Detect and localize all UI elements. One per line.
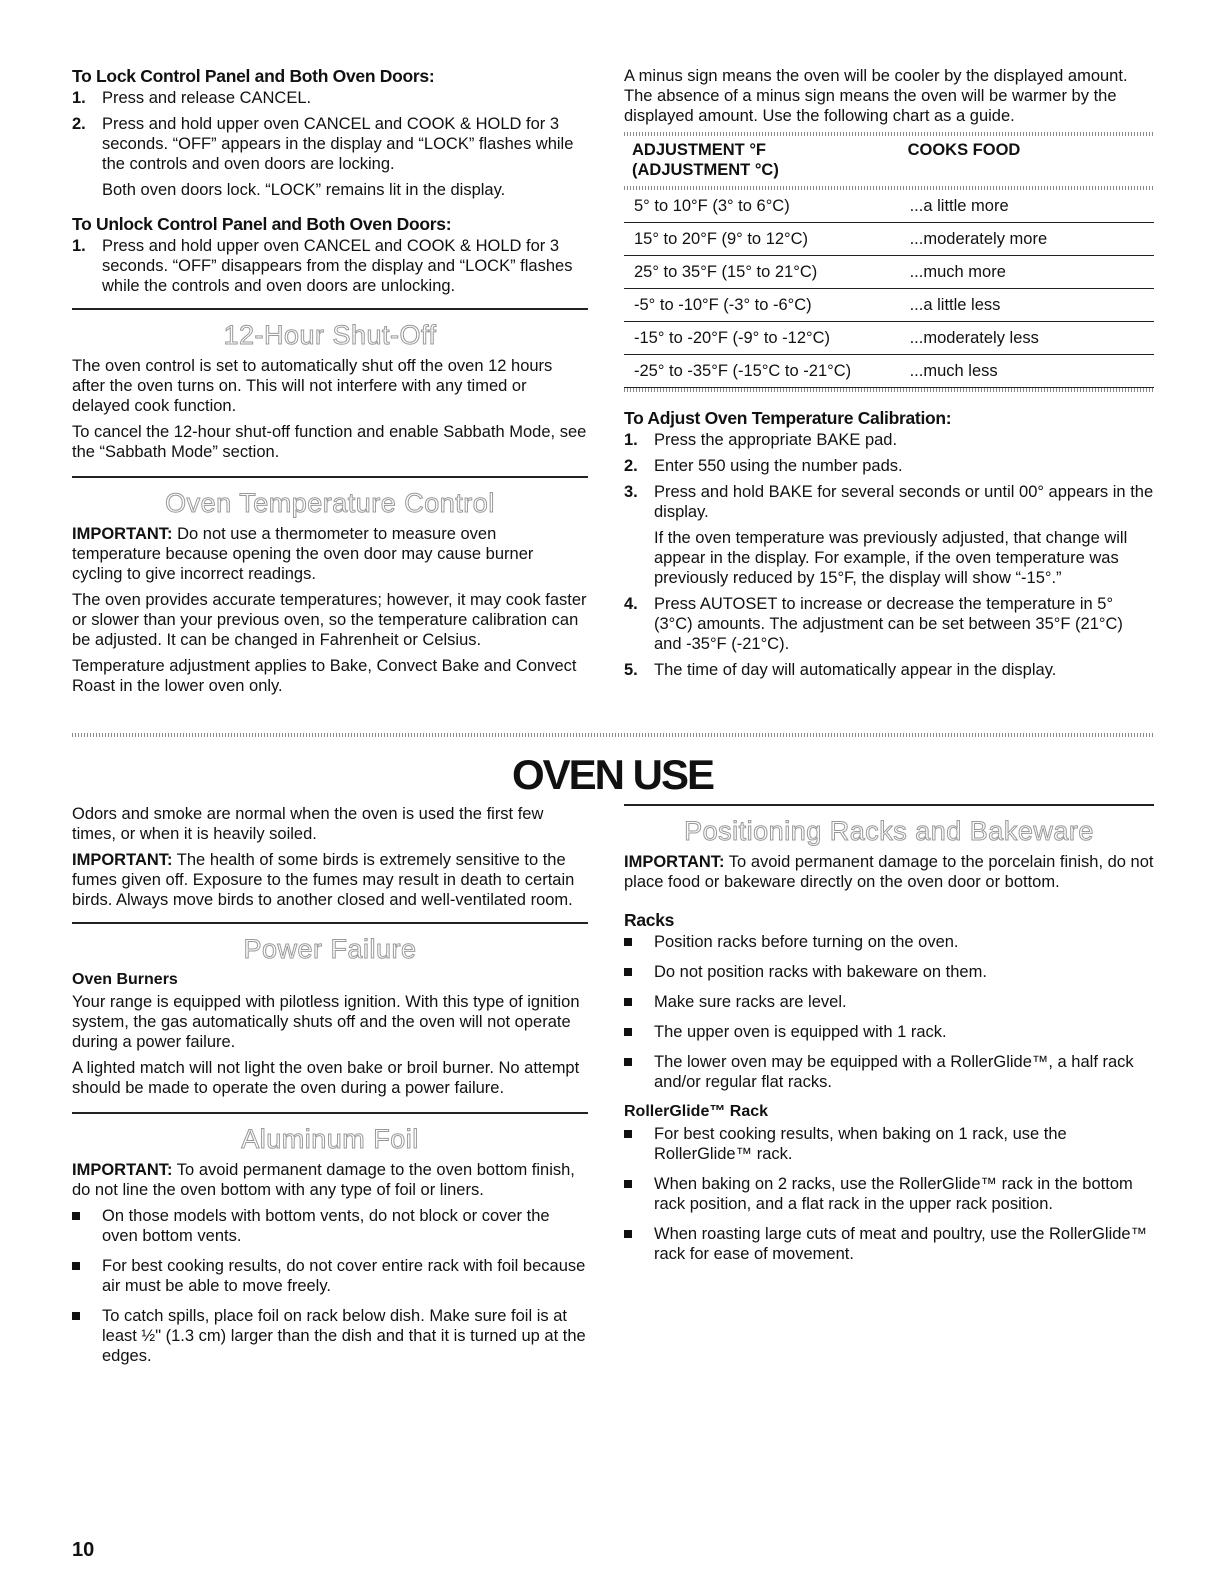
rollerglide-heading: RollerGlide™ Rack: [624, 1103, 769, 1120]
temp-control-title: Oven Temperature Control: [165, 488, 495, 518]
racks-heading: Racks: [624, 910, 675, 930]
list-item: 5. The time of day will automatically appear in the display.: [624, 661, 1057, 679]
temp-control-important: IMPORTANT: Do not use a thermometer to measure oven temperature because opening the oven door may cause burner cycling to give incorrect readings.: [72, 525, 534, 583]
section-divider: [72, 476, 588, 478]
foil-bullets: [72, 1206, 588, 1366]
table-header-row: [624, 136, 1154, 186]
bottom-left-column: [72, 804, 588, 1376]
list-item: The upper oven is equipped with 1 rack.: [624, 1022, 1154, 1042]
section-divider: [72, 1112, 588, 1114]
shutoff-paragraph: The oven control is set to automatically shut off the oven 12 hours after the oven turns on. This will not interfere with any timed or delayed cook function.: [72, 357, 553, 415]
power-failure-paragraph: Your range is equipped with pilotless ignition. With this type of ignition system, the gas automatically shuts off and the oven will not operate during a power failure.: [72, 993, 580, 1051]
temp-control-paragraph: The oven provides accurate temperatures; however, it may cook faster or slower than your previous oven, so the temperature calibration can be adjusted. It can be changed in Fahrenheit or Celsius.: [72, 591, 587, 649]
list-item: The lower oven may be equipped with a RollerGlide™, a half rack and/or regular flat racks.: [624, 1052, 1154, 1092]
unlock-heading: To Unlock Control Panel and Both Oven Doors:: [72, 214, 452, 234]
bullet-square-icon: [72, 1212, 80, 1220]
top-right-column: [624, 66, 1154, 690]
list-item: When roasting large cuts of meat and poultry, use the RollerGlide™ rack for ease of movement.: [624, 1224, 1154, 1264]
foil-important: IMPORTANT: To avoid permanent damage to the oven bottom finish, do not line the oven bottom with any type of foil or liners.: [72, 1161, 575, 1199]
oven-use-paragraph: Odors and smoke are normal when the oven is used the first few times, or when it is heavily soiled.: [72, 805, 544, 843]
list-item: 1. Press the appropriate BAKE pad.: [624, 431, 898, 449]
power-failure-title: Power Failure: [243, 934, 417, 964]
section-divider: [72, 922, 588, 924]
bullet-square-icon: [624, 1130, 632, 1138]
table-row: -25° to -35°F (-15°C to -21°C) ...much less: [624, 355, 1154, 388]
table-row: 5° to 10°F (3° to 6°C) ...a little more: [624, 190, 1154, 223]
bullet-square-icon: [72, 1262, 80, 1270]
list-item: 1. Press and release CANCEL.: [72, 89, 312, 107]
list-item: 2. Enter 550 using the number pads.: [624, 457, 903, 475]
section-divider: [624, 804, 1154, 806]
table-row: -5° to -10°F (-3° to -6°C) ...a little less: [624, 289, 1154, 322]
list-item: 1. Press and hold upper oven CANCEL and COOK & HOLD for 3 seconds. “OFF” disappears from the display and “LOCK” flashes while the controls and oven doors are unlocking.: [72, 237, 573, 295]
bullet-square-icon: [72, 1312, 80, 1320]
table-row: -15° to -20°F (-9° to -12°C) ...moderately less: [624, 322, 1154, 355]
racks-bullets: [624, 932, 1154, 1092]
list-item: When baking on 2 racks, use the RollerGlide™ rack in the bottom rack position, and a flat rack in the upper rack position.: [624, 1174, 1154, 1214]
lock-steps: [72, 88, 588, 200]
list-item: 2. Press and hold upper oven CANCEL and COOK & HOLD for 3 seconds. “OFF” appears in the display and “LOCK” flashes while the controls and oven doors are locking. Both oven doors lock. “LOCK” remains lit in the display.: [72, 115, 574, 199]
list-item: On those models with bottom vents, do not block or cover the oven bottom vents.: [72, 1206, 588, 1246]
calibration-intro: A minus sign means the oven will be cooler by the displayed amount. The absence of a minus sign means the oven will be warmer by the displayed amount. Use the following chart as a guide.: [624, 67, 1128, 125]
table-row: 15° to 20°F (9° to 12°C) ...moderately more: [624, 223, 1154, 256]
shutoff-title: 12-Hour Shut-Off: [223, 320, 437, 350]
table-row: 25° to 35°F (15° to 21°C) ...much more: [624, 256, 1154, 289]
list-item: To catch spills, place foil on rack below dish. Make sure foil is at least ½" (1.3 cm) larger than the dish and that it is turned up at the edges.: [72, 1306, 588, 1366]
bullet-square-icon: [624, 1230, 632, 1238]
positioning-important: IMPORTANT: To avoid permanent damage to the porcelain finish, do not place food or bakeware directly on the oven door or bottom.: [624, 853, 1154, 891]
column-header: ADJUSTMENT °F (ADJUSTMENT °C): [632, 141, 779, 179]
list-item: Position racks before turning on the oven.: [624, 932, 1154, 952]
bullet-square-icon: [624, 1180, 632, 1188]
bullet-square-icon: [624, 938, 632, 946]
calibration-heading: To Adjust Oven Temperature Calibration:: [624, 408, 952, 428]
bottom-right-column: [624, 804, 1154, 1274]
list-item: For best cooking results, do not cover entire rack with foil because air must be able to move freely.: [72, 1256, 588, 1296]
temp-control-paragraph: Temperature adjustment applies to Bake, Convect Bake and Convect Roast in the lower oven only.: [72, 657, 577, 695]
oven-use-important: IMPORTANT: The health of some birds is extremely sensitive to the fumes given off. Exposure to the fumes may result in death to certain birds. Always move birds to another closed and well-ventilated room.: [72, 851, 575, 909]
section-divider: [72, 308, 588, 310]
list-item: Make sure racks are level.: [624, 992, 1154, 1012]
aluminum-foil-title: Aluminum Foil: [241, 1124, 419, 1154]
positioning-title: Positioning Racks and Bakeware: [684, 816, 1094, 846]
top-left-column: [72, 66, 588, 702]
adjustment-table: [624, 136, 1154, 392]
page-number: 10: [72, 1539, 95, 1561]
list-item: For best cooking results, when baking on 1 rack, use the RollerGlide™ rack.: [624, 1124, 1154, 1164]
bullet-square-icon: [624, 968, 632, 976]
list-item: Do not position racks with bakeware on them.: [624, 962, 1154, 982]
page-divider: [72, 733, 1154, 737]
calibration-steps: [624, 430, 1154, 680]
bullet-square-icon: [624, 1028, 632, 1036]
bullet-square-icon: [624, 1058, 632, 1066]
rollerglide-bullets: [624, 1124, 1154, 1264]
table-bottom-rule: [624, 388, 1154, 392]
oven-burners-heading: Oven Burners: [72, 971, 178, 988]
power-failure-paragraph: A lighted match will not light the oven bake or broil burner. No attempt should be made to operate the oven during a power failure.: [72, 1059, 580, 1097]
list-item: 3. Press and hold BAKE for several seconds or until 00° appears in the display. If the oven temperature was previously adjusted, that change will appear in the display. For example, if the oven temperature was previously reduced by 15°F, the display will show “-15°.”: [624, 483, 1154, 587]
column-header: COOKS FOOD: [907, 141, 1021, 159]
page-title: OVEN USE: [511, 751, 714, 798]
list-item: 4. Press AUTOSET to increase or decrease the temperature in 5° (3°C) amounts. The adjustment can be set between 35°F (21°C) and -35°F (-21°C).: [624, 595, 1123, 653]
bullet-square-icon: [624, 998, 632, 1006]
shutoff-paragraph: To cancel the 12-hour shut-off function and enable Sabbath Mode, see the “Sabbath Mode” section.: [72, 423, 587, 461]
unlock-steps: [72, 236, 588, 296]
lock-heading: To Lock Control Panel and Both Oven Doors:: [72, 66, 435, 86]
